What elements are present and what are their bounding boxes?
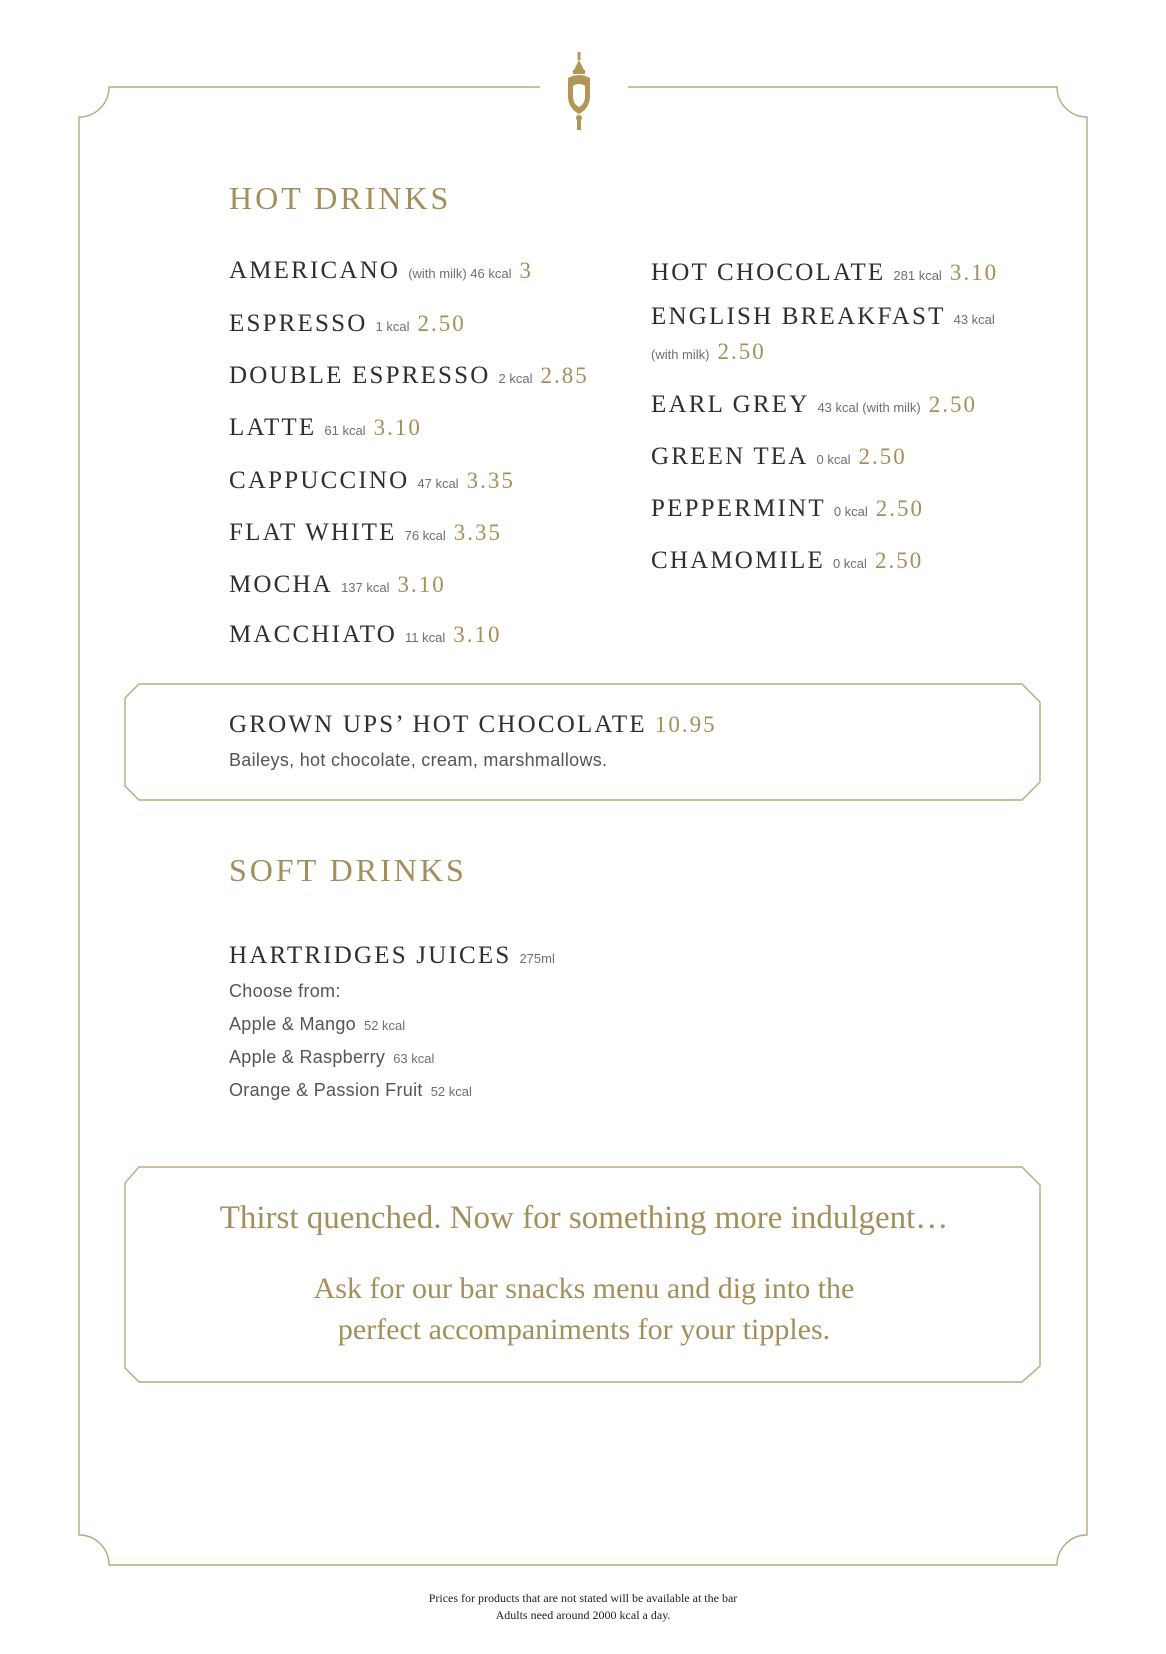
promo-line-2: perfect accompaniments for your tipples. (337, 1313, 831, 1346)
promo-line-1: Ask for our bar snacks menu and dig into the (313, 1272, 855, 1305)
grown-ups-hot-chocolate-item (229, 712, 717, 737)
item-price: 10.95 (654, 712, 717, 737)
item-milk-note: (with milk) (651, 347, 710, 362)
menu-item (229, 520, 502, 545)
menu-item (229, 622, 501, 647)
hartridges-juices-item (229, 943, 555, 968)
footer-note-kcal: Adults need around 2000 kcal a day. (495, 1608, 671, 1622)
item-name: EARL GREY (651, 391, 810, 418)
item-name: ESPRESSO (229, 310, 368, 337)
item-price: 3.10 (453, 622, 502, 647)
footer-note-prices: Prices for products that are not stated will be available at the bar (428, 1591, 738, 1605)
item-name: PEPPERMINT (651, 495, 826, 522)
item-name: HOT CHOCOLATE (651, 259, 886, 286)
item-size: 275ml (519, 951, 555, 966)
juice-kcal: 63 kcal (393, 1051, 435, 1066)
menu-item (229, 258, 533, 283)
juice-option (229, 1080, 472, 1101)
menu-item (651, 304, 995, 329)
item-price: 2.50 (858, 444, 907, 469)
juice-name: Apple & Raspberry (229, 1047, 386, 1067)
door-knocker-emblem-icon (563, 52, 595, 134)
menu-item (651, 260, 998, 285)
item-price: 3.35 (466, 468, 515, 493)
item-kcal: 137 kcal (341, 580, 390, 595)
item-name: CAPPUCCINO (229, 467, 410, 494)
item-kcal: 0 kcal (816, 452, 851, 467)
item-name: DOUBLE ESPRESSO (229, 362, 491, 389)
item-price: 2.85 (540, 363, 589, 388)
menu-item-continued (651, 340, 766, 363)
juice-name: Apple & Mango (229, 1014, 356, 1034)
choose-from-label: Choose from: (229, 981, 341, 1001)
item-price: 2.50 (717, 339, 766, 364)
item-kcal: 61 kcal (324, 423, 366, 438)
item-kcal: 0 kcal (833, 504, 868, 519)
item-name: FLAT WHITE (229, 519, 397, 546)
item-price: 3 (519, 258, 533, 283)
item-kcal: 47 kcal (417, 476, 459, 491)
item-name: LATTE (229, 414, 317, 441)
menu-item (229, 468, 515, 493)
menu-item (229, 572, 446, 597)
juice-name: Orange & Passion Fruit (229, 1080, 423, 1100)
menu-item (651, 548, 923, 573)
item-price: 2.50 (417, 311, 466, 336)
item-name: HARTRIDGES JUICES (229, 942, 512, 969)
item-kcal: 2 kcal (498, 371, 533, 386)
item-price: 3.10 (949, 260, 999, 285)
juice-kcal: 52 kcal (430, 1084, 472, 1099)
menu-item (229, 363, 589, 388)
juice-option (229, 1014, 405, 1035)
item-price: 2.50 (874, 548, 924, 573)
soft-drinks-title: SOFT DRINKS (229, 852, 467, 888)
juice-kcal: 52 kcal (363, 1018, 406, 1033)
hot-drinks-title: HOT DRINKS (229, 180, 452, 216)
item-kcal: 281 kcal (893, 268, 942, 283)
item-kcal: 11 kcal (404, 630, 446, 645)
item-name: AMERICANO (229, 257, 401, 284)
item-price: 3.35 (453, 520, 503, 545)
juice-option (229, 1047, 434, 1068)
item-price: 3.10 (397, 572, 446, 597)
grown-ups-description: Baileys, hot chocolate, cream, marshmallows. (229, 750, 608, 770)
menu-item (651, 496, 924, 521)
item-name: MOCHA (229, 571, 334, 598)
item-kcal: 0 kcal (832, 556, 867, 571)
menu-item (651, 444, 907, 469)
item-kcal: 1 kcal (375, 319, 410, 334)
item-name: ENGLISH BREAKFAST (651, 303, 946, 330)
item-kcal: 43 kcal (953, 312, 995, 327)
item-kcal: 76 kcal (404, 528, 446, 543)
menu-item (651, 392, 977, 417)
item-name: GREEN TEA (651, 443, 809, 470)
item-kcal: (with milk) 46 kcal (408, 266, 512, 281)
item-price: 2.50 (875, 496, 925, 521)
item-name: CHAMOMILE (651, 547, 825, 574)
item-name: MACCHIATO (229, 621, 397, 648)
item-price: 2.50 (928, 392, 977, 417)
menu-item (229, 415, 422, 440)
menu-item (229, 311, 466, 336)
item-name: GROWN UPS’ HOT CHOCOLATE (229, 711, 647, 738)
promo-headline: Thirst quenched. Now for something more indulgent… (219, 1200, 949, 1236)
item-kcal: 43 kcal (with milk) (817, 400, 921, 415)
item-price: 3.10 (373, 415, 422, 440)
